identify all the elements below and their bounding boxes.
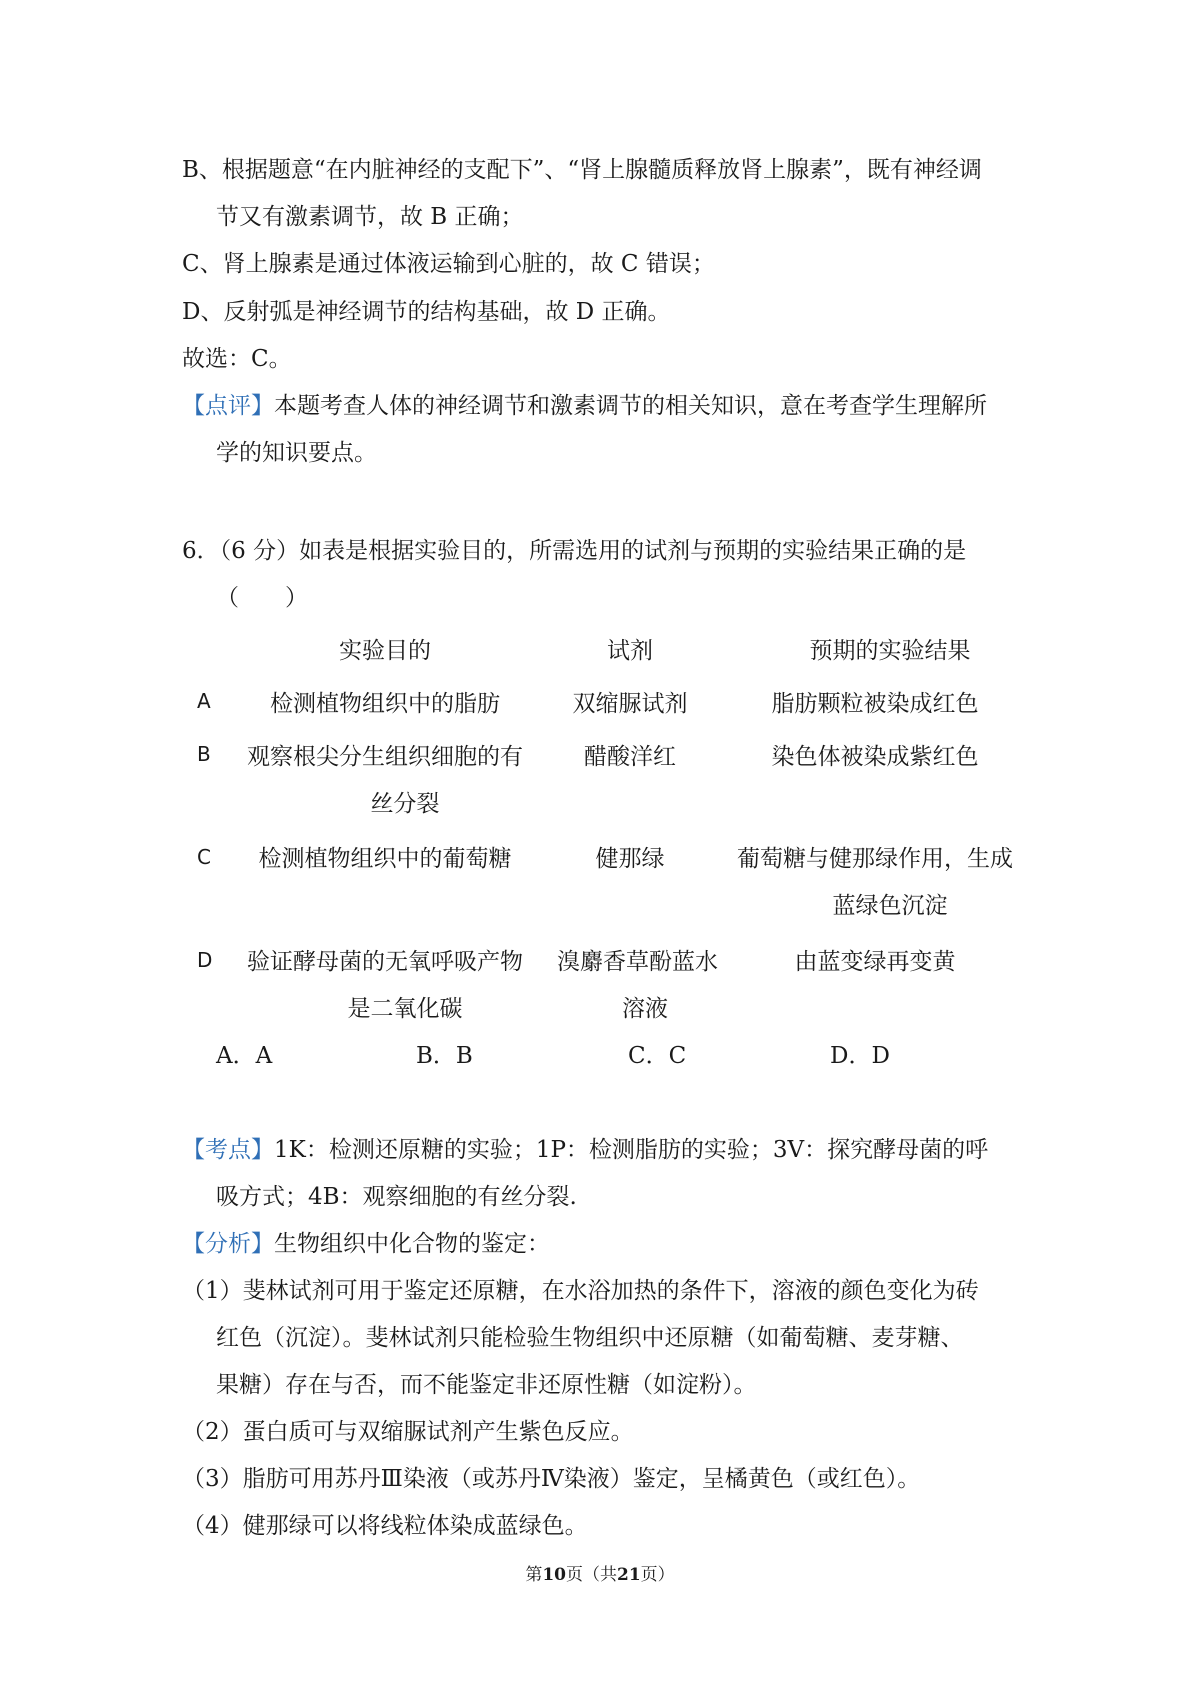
table-row-d-result: 由蓝变绿再变黄 xyxy=(794,949,956,975)
footer-middle: 页（共 xyxy=(566,1565,617,1585)
answer-line: 故选：C。 xyxy=(182,346,292,372)
footer-prefix: 第 xyxy=(525,1565,543,1585)
table-row-c-reagent: 健那绿 xyxy=(595,846,665,872)
fenxi-line xyxy=(182,1228,550,1260)
table-row-a-label: A xyxy=(197,689,211,713)
table-row-b-reagent: 醋酸洋红 xyxy=(584,744,676,770)
comment-line1 xyxy=(182,390,987,422)
point2-line: （2）蛋白质可与双缩脲试剂产生紫色反应。 xyxy=(182,1419,634,1445)
table-row-a-reagent: 双缩脲试剂 xyxy=(572,691,688,717)
option-c: C．C xyxy=(628,1043,687,1069)
table-row-a-purpose: 检测植物组织中的脂肪 xyxy=(270,691,500,717)
table-header-reagent: 试剂 xyxy=(607,638,653,664)
table-row-b-purpose-1: 观察根尖分生组织细胞的有 xyxy=(247,744,523,770)
fenxi-tag: 【分析】 xyxy=(182,1231,274,1257)
kaodian-line2: 吸方式；4B：观察细胞的有丝分裂. xyxy=(216,1184,577,1210)
point1-line2: 红色（沉淀）。斐林试剂只能检验生物组织中还原糖（如葡萄糖、麦芽糖、 xyxy=(216,1325,964,1351)
analysis-d-line: D、反射弧是神经调节的结构基础，故 D 正确。 xyxy=(182,299,671,325)
point3-line: （3）脂肪可用苏丹Ⅲ染液（或苏丹Ⅳ染液）鉴定，呈橘黄色（或红色）。 xyxy=(182,1466,921,1492)
table-row-d-label: D xyxy=(197,948,213,972)
table-row-b-label: B xyxy=(197,742,211,766)
footer-current-page: 10 xyxy=(542,1565,566,1585)
analysis-c-line: C、肾上腺素是通过体液运输到心脏的，故 C 错误； xyxy=(182,251,715,277)
table-row-c-purpose: 检测植物组织中的葡萄糖 xyxy=(258,846,512,872)
point4-line: （4）健那绿可以将线粒体染成蓝绿色。 xyxy=(182,1513,588,1539)
table-row-a-result: 脂肪颗粒被染成红色 xyxy=(771,691,979,717)
table-row-c-label: C xyxy=(197,845,211,869)
kaodian-tag: 【考点】 xyxy=(182,1137,274,1163)
table-row-d-purpose-1: 验证酵母菌的无氧呼吸产物 xyxy=(247,949,523,975)
comment-line2: 学的知识要点。 xyxy=(216,440,377,466)
point1-line3: 果糖）存在与否，而不能鉴定非还原性糖（如淀粉）。 xyxy=(216,1372,757,1398)
option-b: B．B xyxy=(416,1043,473,1069)
fenxi-text: 生物组织中化合物的鉴定： xyxy=(274,1231,550,1257)
page-footer xyxy=(0,1560,1200,1585)
comment-tag: 【点评】 xyxy=(182,393,274,419)
kaodian-text: 1K：检测还原糖的实验；1P：检测脂肪的实验；3V：探究酵母菌的呼 xyxy=(274,1137,989,1163)
comment-text: 本题考查人体的神经调节和激素调节的相关知识，意在考查学生理解所 xyxy=(274,393,987,419)
footer-suffix: 页） xyxy=(640,1565,675,1585)
table-header-result: 预期的实验结果 xyxy=(809,638,971,664)
option-a: A．A xyxy=(216,1043,273,1069)
analysis-b-line1: B、根据题意“在内脏神经的支配下”、“肾上腺髓质释放肾上腺素”，既有神经调 xyxy=(182,157,982,183)
analysis-b-line2: 节又有激素调节，故 B 正确； xyxy=(216,204,524,230)
table-header-purpose: 实验目的 xyxy=(339,638,431,664)
option-d: D．D xyxy=(830,1043,890,1069)
table-row-b-purpose-2: 丝分裂 xyxy=(370,791,440,817)
table-row-c-result-1: 葡萄糖与健那绿作用，生成 xyxy=(737,846,1013,872)
point1-line1: （1）斐林试剂可用于鉴定还原糖，在水浴加热的条件下，溶液的颜色变化为砖 xyxy=(182,1278,979,1304)
kaodian-line1 xyxy=(182,1134,988,1166)
question-line2: （ ） xyxy=(216,585,308,611)
table-row-d-reagent-1: 溴麝香草酚蓝水 xyxy=(557,949,718,975)
table-row-c-result-2: 蓝绿色沉淀 xyxy=(832,893,948,919)
footer-total-pages: 21 xyxy=(617,1565,641,1585)
table-row-d-reagent-2: 溶液 xyxy=(622,996,668,1022)
question-line1: 6．（6 分）如表是根据实验目的，所需选用的试剂与预期的实验结果正确的是 xyxy=(182,538,967,564)
table-row-d-purpose-2: 是二氧化碳 xyxy=(347,996,463,1022)
table-row-b-result: 染色体被染成紫红色 xyxy=(771,744,979,770)
